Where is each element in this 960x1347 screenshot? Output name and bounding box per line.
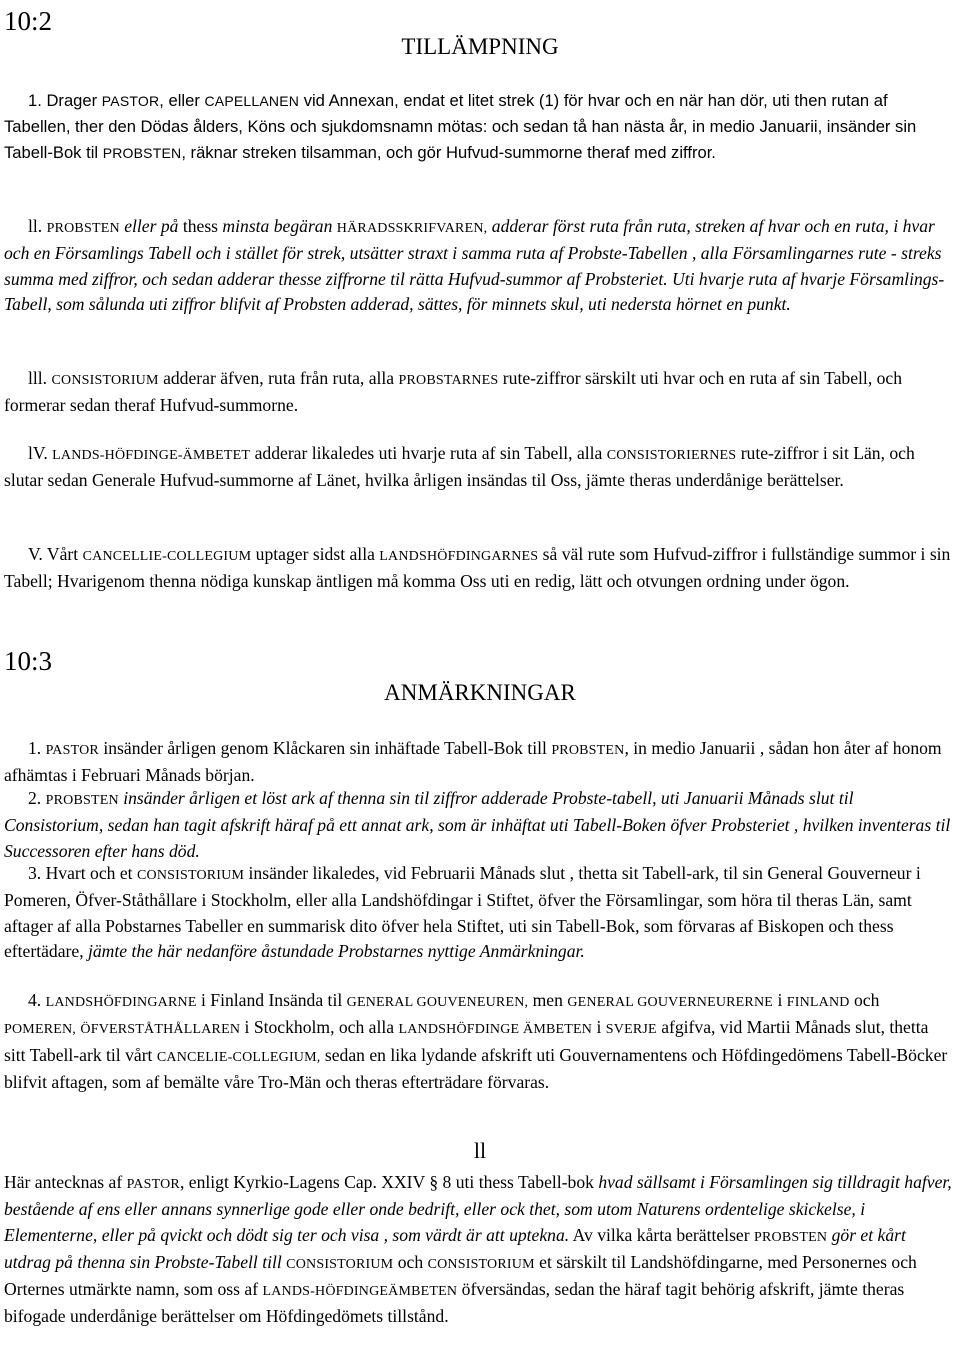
section-title: ll <box>473 1138 487 1163</box>
smallcaps-term: CONSISTORIUM <box>427 1256 535 1272</box>
smallcaps-term: CONSISTORIERNES <box>606 448 737 463</box>
smallcaps-term: LANDSHÖFDINGARNES <box>379 549 539 564</box>
smallcaps-term: ÖFVERSTÅTHÅLLAREN <box>80 1022 241 1038</box>
para-number: 1. Drager <box>28 91 98 110</box>
note-3 <box>4 861 954 964</box>
text-run: uptager sidst alla <box>255 544 375 564</box>
smallcaps-term: PROBSTEN <box>46 221 120 236</box>
record-paragraph <box>4 1170 954 1330</box>
note-2 <box>4 786 954 864</box>
text-run: så väl rute som Hufvud-ziffror i fullständige summor i sin Tabell; Hvarigenom thenna nödiga kunskap äntligen må komma Oss uti en redig, lätt och otvungen ordning under ögon. <box>4 544 951 592</box>
text-run: hvad sällsamt i Församlingen sig tilldragit hafver, bestående af ens eller annans synnerlige gode eller onde bedrift, eller ock thet, som utom Naturens ordentelige skickelse, i Elementerne, eller på qvickt och dödt sig ter och visa , som värdt är att uptekna. <box>4 1172 952 1245</box>
smallcaps-term: PROBSTEN <box>754 1229 828 1245</box>
text-run: eller på <box>124 216 179 236</box>
text-run: rute-ziffror i sit Län, och slutar sedan Generale Hufvud-summorne af Länet, hvilka årligen insändas til Oss, jämte theras underdånige berättelser. <box>4 443 915 491</box>
text-run: i Finland Insända til <box>201 990 343 1010</box>
paragraph-1 <box>4 88 954 166</box>
section-number: 10:3 <box>4 646 53 676</box>
section-title: TILLÄMPNING <box>401 34 559 59</box>
smallcaps-term: CANCELIE-COLLEGIUM, <box>156 1049 321 1065</box>
section-title: ANMÄRKNINGAR <box>384 680 576 705</box>
smallcaps-term: PROBSTARNES <box>398 373 499 388</box>
text-run: öfversändas, sedan the häraf tagit behörig afskrift, jämte theras bifogade underdånige berättelser om Höfdingedömets tillstånd. <box>4 1279 905 1327</box>
smallcaps-term: LANDS-HÖFDINGEÄMBETEN <box>262 1284 458 1300</box>
text-run: rute-ziffror särskilt uti hvar och en ruta af sin Tabell, och formerar sedan theraf Hufvud-summorne. <box>4 368 903 416</box>
text-run: insänder likaledes, vid Februarii Månads slut , thetta sit Tabell-ark, til sin General Gouverneur i Pomeren, Öfver-Ståthållare i Stockholm, eller alla Landshöfdingar i Stiftet, öfver the Församlingar, som höra til theras Län, samt aftager af alla Pobstarnes Tabeller en summarisk dito öfver hela Stiftet, uti sin Tabell-Bok, som förvaras af Biskopen och thess eftertädare, <box>4 863 921 961</box>
paragraph-4 <box>4 441 954 494</box>
para-number: lV. <box>28 443 48 463</box>
text-run: insänder årligen et löst ark af thenna sin til ziffror adderade Probste-tabell, uti Januarii Månads slut til Consistorium, sedan han tagit afskrift häraf på ett annat ark, som är inhäftat uti Tabell-Boken öfver Probsteriet , hvilken inventeras til Successoren efter hans död. <box>4 788 951 861</box>
smallcaps-term: HÄRADSSKRIFVAREN, <box>336 221 488 236</box>
smallcaps-term: PASTOR <box>126 1177 180 1192</box>
paragraph-2 <box>4 214 954 317</box>
para-number: lll. <box>28 368 48 388</box>
text-run: Av vilka kårta berättelser <box>572 1224 750 1245</box>
note-4 <box>4 988 954 1095</box>
smallcaps-term: PROBSTEN <box>102 144 182 161</box>
smallcaps-term: CONSISTORIUM <box>286 1256 394 1272</box>
smallcaps-term: CONSISTORIUM <box>136 868 245 883</box>
text-run: et särskilt til Landshöfdingarne, med Personernes och Orternes utmärkte namn, som oss af <box>4 1251 917 1300</box>
text-run: thess <box>182 216 219 236</box>
text-run: , eller <box>159 91 200 110</box>
text-run: och <box>397 1251 424 1272</box>
note-number: 4. <box>28 990 42 1010</box>
note-number: 1. <box>28 738 42 758</box>
smallcaps-term: CAPELLANEN <box>204 93 300 109</box>
smallcaps-term: LANDSHÖFDINGARNE <box>45 995 197 1010</box>
smallcaps-term: GENERAL GOUVERNEURERNE <box>567 995 774 1010</box>
text-run: i <box>596 1017 602 1038</box>
text-run: adderar äfven, ruta från ruta, alla <box>163 368 395 388</box>
smallcaps-term: LANDSHÖFDINGE ÄMBETEN <box>398 1022 593 1038</box>
smallcaps-term: CANCELLIE-COLLEGIUM <box>82 549 252 564</box>
text-run: afgifva, vid Martii Månads slut, thetta sitt Tabell-ark til vårt <box>4 1017 929 1065</box>
smallcaps-term: POMEREN, <box>4 1022 76 1038</box>
text-run: Här antecknas af <box>4 1172 123 1192</box>
note-1 <box>4 736 954 789</box>
smallcaps-term: PASTOR <box>45 743 99 758</box>
note-number: 2. <box>28 788 42 808</box>
text-run: , enligt Kyrkio-Lagens Cap. XXIV § 8 uti thess Tabell-bok <box>179 1172 594 1192</box>
smallcaps-term: CONSISTORIUM <box>51 373 159 388</box>
note-number: 3. Hvart och et <box>28 863 133 883</box>
smallcaps-term: PROBSTEN <box>45 793 119 808</box>
smallcaps-term: PASTOR <box>101 93 160 109</box>
text-run: gör et kårt utdrag på thenna sin Probste-Tabell till <box>4 1224 906 1272</box>
text-run: , räknar streken tilsamman, och gör Hufvud-summorne theraf med ziffror. <box>181 142 716 162</box>
para-number: V. Vårt <box>28 544 79 564</box>
paragraph-5 <box>4 542 954 595</box>
text-run: insänder årligen genom Klåckaren sin inhäftade Tabell-Bok till <box>103 738 547 758</box>
smallcaps-term: GENERAL GOUVENEUREN, <box>346 995 529 1010</box>
text-run: i Stockholm, och alla <box>244 1017 395 1038</box>
text-run: adderar först ruta från ruta, streken af hvar och en ruta, i hvar och en Församlings Tabell och i stället för strek, utsätter straxt i samma ruta af Probste-Tabellen , alla Församlingarnes rute - streks summa med ziffror, och sedan adderar thesse ziffrorne til rätta Hufvud-summor af Probsteriet. Uti hvarje ruta af hvarje Församlings-Tabell, som sålunda uti ziffror blifvit af Probsten adderad, sättes, för minnets skul, uti nedersta hörnet en punkt. <box>4 216 945 314</box>
para-number: ll. <box>28 216 43 236</box>
text-run: sedan en lika lydande afskrift uti Gouvernamentens och Höfdingedömens Tabell-Böcker blifvit aftagen, som af bemälte våre Tro-Män och theras efterträdare förvaras. <box>4 1044 948 1092</box>
text-run: jämte the här nedanföre åstundade Probstarnes nyttige Anmärkningar. <box>88 940 585 961</box>
text-run: men <box>532 990 563 1010</box>
smallcaps-term: SVERJE <box>605 1022 657 1038</box>
text-run: minsta begäran <box>222 216 333 236</box>
text-run: och <box>853 990 880 1010</box>
text-run: , in medio Januarii , sådan hon åter af honom afhämtas i Februari Månads början. <box>4 738 942 786</box>
section-number: 10:2 <box>4 6 53 36</box>
text-run: adderar likaledes uti hvarje ruta af sin Tabell, alla <box>254 443 603 463</box>
smallcaps-term: PROBSTEN <box>551 743 625 758</box>
smallcaps-term: LANDS-HÖFDINGE-ÄMBETET <box>52 448 251 463</box>
smallcaps-term: FINLAND <box>786 995 850 1010</box>
text-run: i <box>777 990 783 1010</box>
paragraph-3 <box>4 366 954 419</box>
text-run: vid Annexan, endat et litet strek (1) för hvar och en när han dör, uti then rutan af Tabellen, ther den Dödas ålders, Köns och sjukdomsnamn mötas: och sedan tå han nästa år, in medio Januarii, insänder sin Tabell-Bok til <box>4 91 917 162</box>
